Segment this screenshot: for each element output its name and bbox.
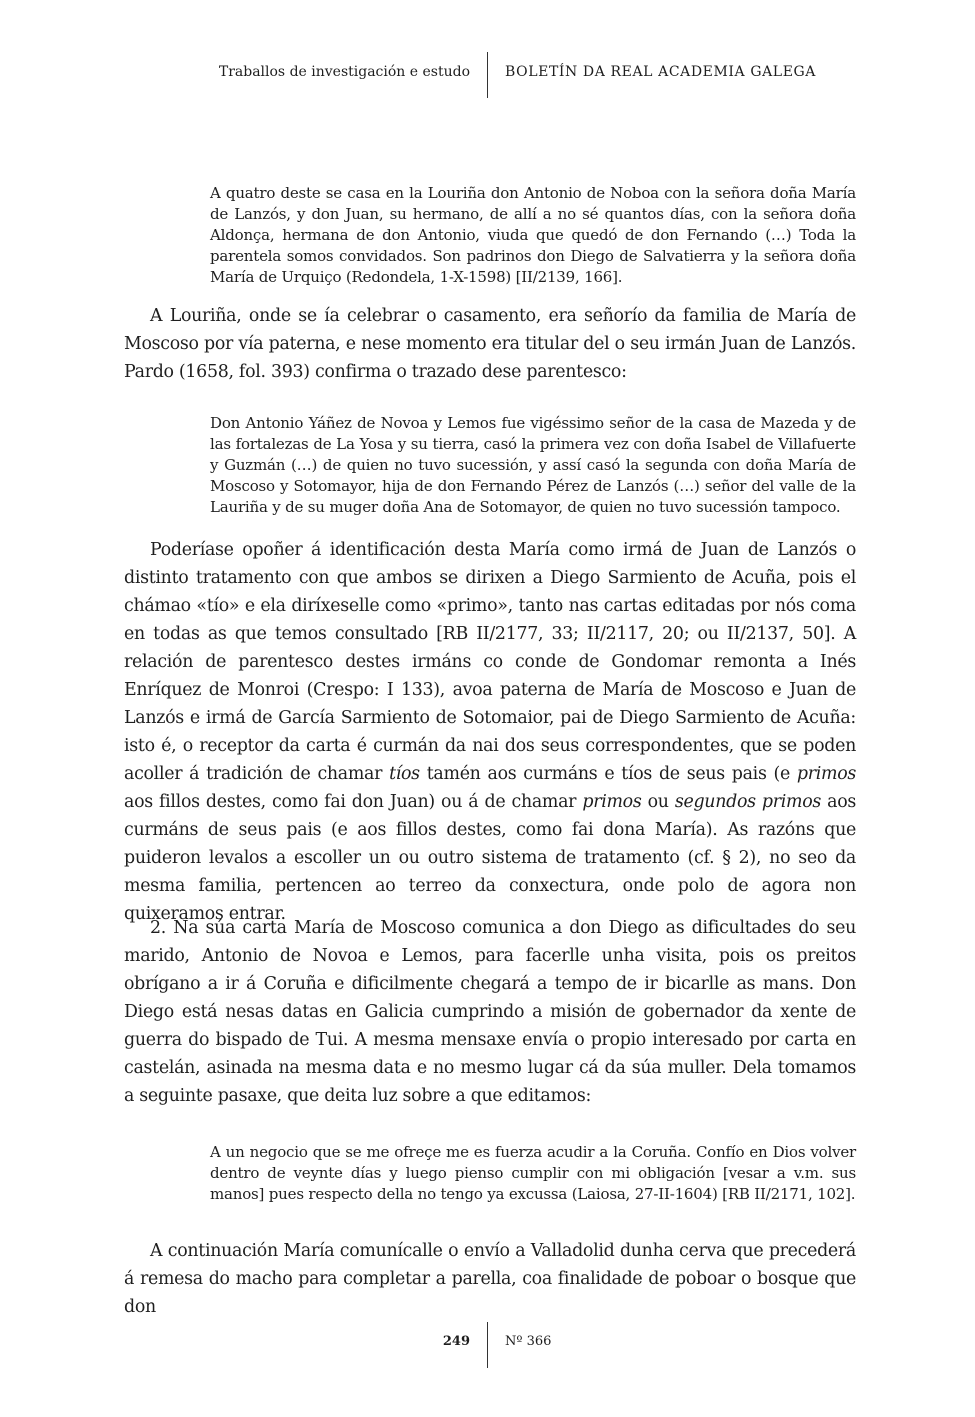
paragraph-4: A continuación María comunícalle o envío a Valladolid dunha cerva que precederá á remesa do macho para completar a parella, coa finalidade de poboar o bosque que don — [124, 1241, 856, 1317]
paragraph-2-text-b: tamén aos curmáns e tíos de seus pais (e — [419, 764, 797, 784]
block-quote-2: Don Antonio Yáñez de Novoa y Lemos fue vigéssimo señor de la casa de Mazeda y de las fortalezas de La Yosa y su tierra, casó la primera vez con doña Isabel de Villafuerte y Guzmán (…) de quien no tuvo sucessión, y assí casó la segunda con doña María de Moscoso y Sotomayor, hija de don Fernando Pérez de Lanzós (…) señor del valle de la Lauriña y de su muger doña Ana de Sotomayor, de quien no tuvo sucessión tampoco. — [210, 414, 856, 516]
italic-term: segundos primos — [674, 792, 821, 812]
paragraph-1: A Louriña, onde se ía celebrar o casamento, era señorío da familia de María de Moscoso por vía paterna, e nese momento era titular del o seu irmán Juan de Lanzós. Pardo (1658, fol. 393) confirma o trazado dese parentesco: — [124, 306, 856, 382]
paragraph-2-text-d: ou — [641, 792, 675, 812]
page-number: 249 — [442, 1334, 470, 1349]
paragraph-2-text-c: aos fillos destes, como fai don Juan) ou á de chamar — [124, 792, 583, 812]
running-header-section: Traballos de investigación e estudo — [218, 64, 470, 80]
paragraph-2 — [124, 536, 856, 928]
paragraph-2-text-a: Poderíase opoñer á identificación desta María como irmá de Juan de Lanzós o distinto tratamento con que ambos se dirixen a Diego Sarmiento de Acuña, pois el chámao «tío» e ela diríxeselle como «primo», tanto nas cartas editadas por nós coma en todas as que temos consultado [RB II/2177, 33; II/2117, 20; ou II/2137, 50]. A relación de parentesco destes irmáns co conde de Gondomar remonta a Inés Enríquez de Monroi (Crespo: I 133), avoa paterna de María de Moscoso e Juan de Lanzós e irmá de García Sarmiento de Sotomaior, pai de Diego Sarmiento de Acuña: isto é, o receptor da carta é curmán da nai dos seus correspondentes, que se poden acoller á tradición de chamar — [124, 540, 856, 784]
italic-term: primos — [796, 764, 856, 784]
italic-term: tíos — [389, 764, 420, 784]
block-quote-3: A un negocio que se me ofreçe me es fuerza acudir a la Coruña. Confío en Dios volver dentro de veynte días y luego pienso cumplir con mi obligación [vesar a v.m. sus manos] pues respecto della no tengo ya excussa (Laiosa, 27-II-1604) [RB II/2171, 102]. — [210, 1143, 856, 1203]
paragraph-2-text-e: aos curmáns de seus pais (e aos fillos destes, como fai dona María). As razóns que puideron levalos a escoller un ou outro sistema de tratamento (cf. § 2), no seo da mesma familia, pertencen ao terreo da conxectura, onde polo de agora non quixeramos entrar. — [124, 792, 857, 924]
italic-term: primos — [582, 792, 642, 812]
issue-number: Nº 366 — [505, 1334, 552, 1349]
block-quote-1: A quatro deste se casa en la Louriña don Antonio de Noboa con la señora doña María de Lanzós, y don Juan, su hermano, de allí a no sé quantos días, con la señora doña Aldonça, hermana de don Antonio, viuda que quedó de don Fernando (…) Toda la parentela somos convidados. Son padrinos don Diego de Salvatierra y la señora doña María de Urquiço (Redondela, 1-X-1598) [II/2139, 166]. — [210, 184, 856, 286]
header-divider — [487, 52, 488, 98]
running-header-journal: BOLETÍN DA REAL ACADEMIA GALEGA — [505, 64, 817, 80]
paragraph-3: 2. Na súa carta María de Moscoso comunica a don Diego as dificultades do seu marido, Antonio de Novoa e Lemos, para facerlle unha visita, pois os preitos obrígano a ir á Coruña e dificilmente chegará a tempo de ir bicarlle as mans. Don Diego está nesas datas en Galicia cumprindo a misión de gobernador da xente de guerra do bispado de Tui. A mesma mensaxe envía o propio interesado por carta en castelán, asinada na mesma data e no mesmo lugar cá da súa muller. Dela tomamos a seguinte pasaxe, que deita luz sobre a que editamos: — [124, 918, 856, 1106]
footer-divider — [487, 1322, 488, 1368]
